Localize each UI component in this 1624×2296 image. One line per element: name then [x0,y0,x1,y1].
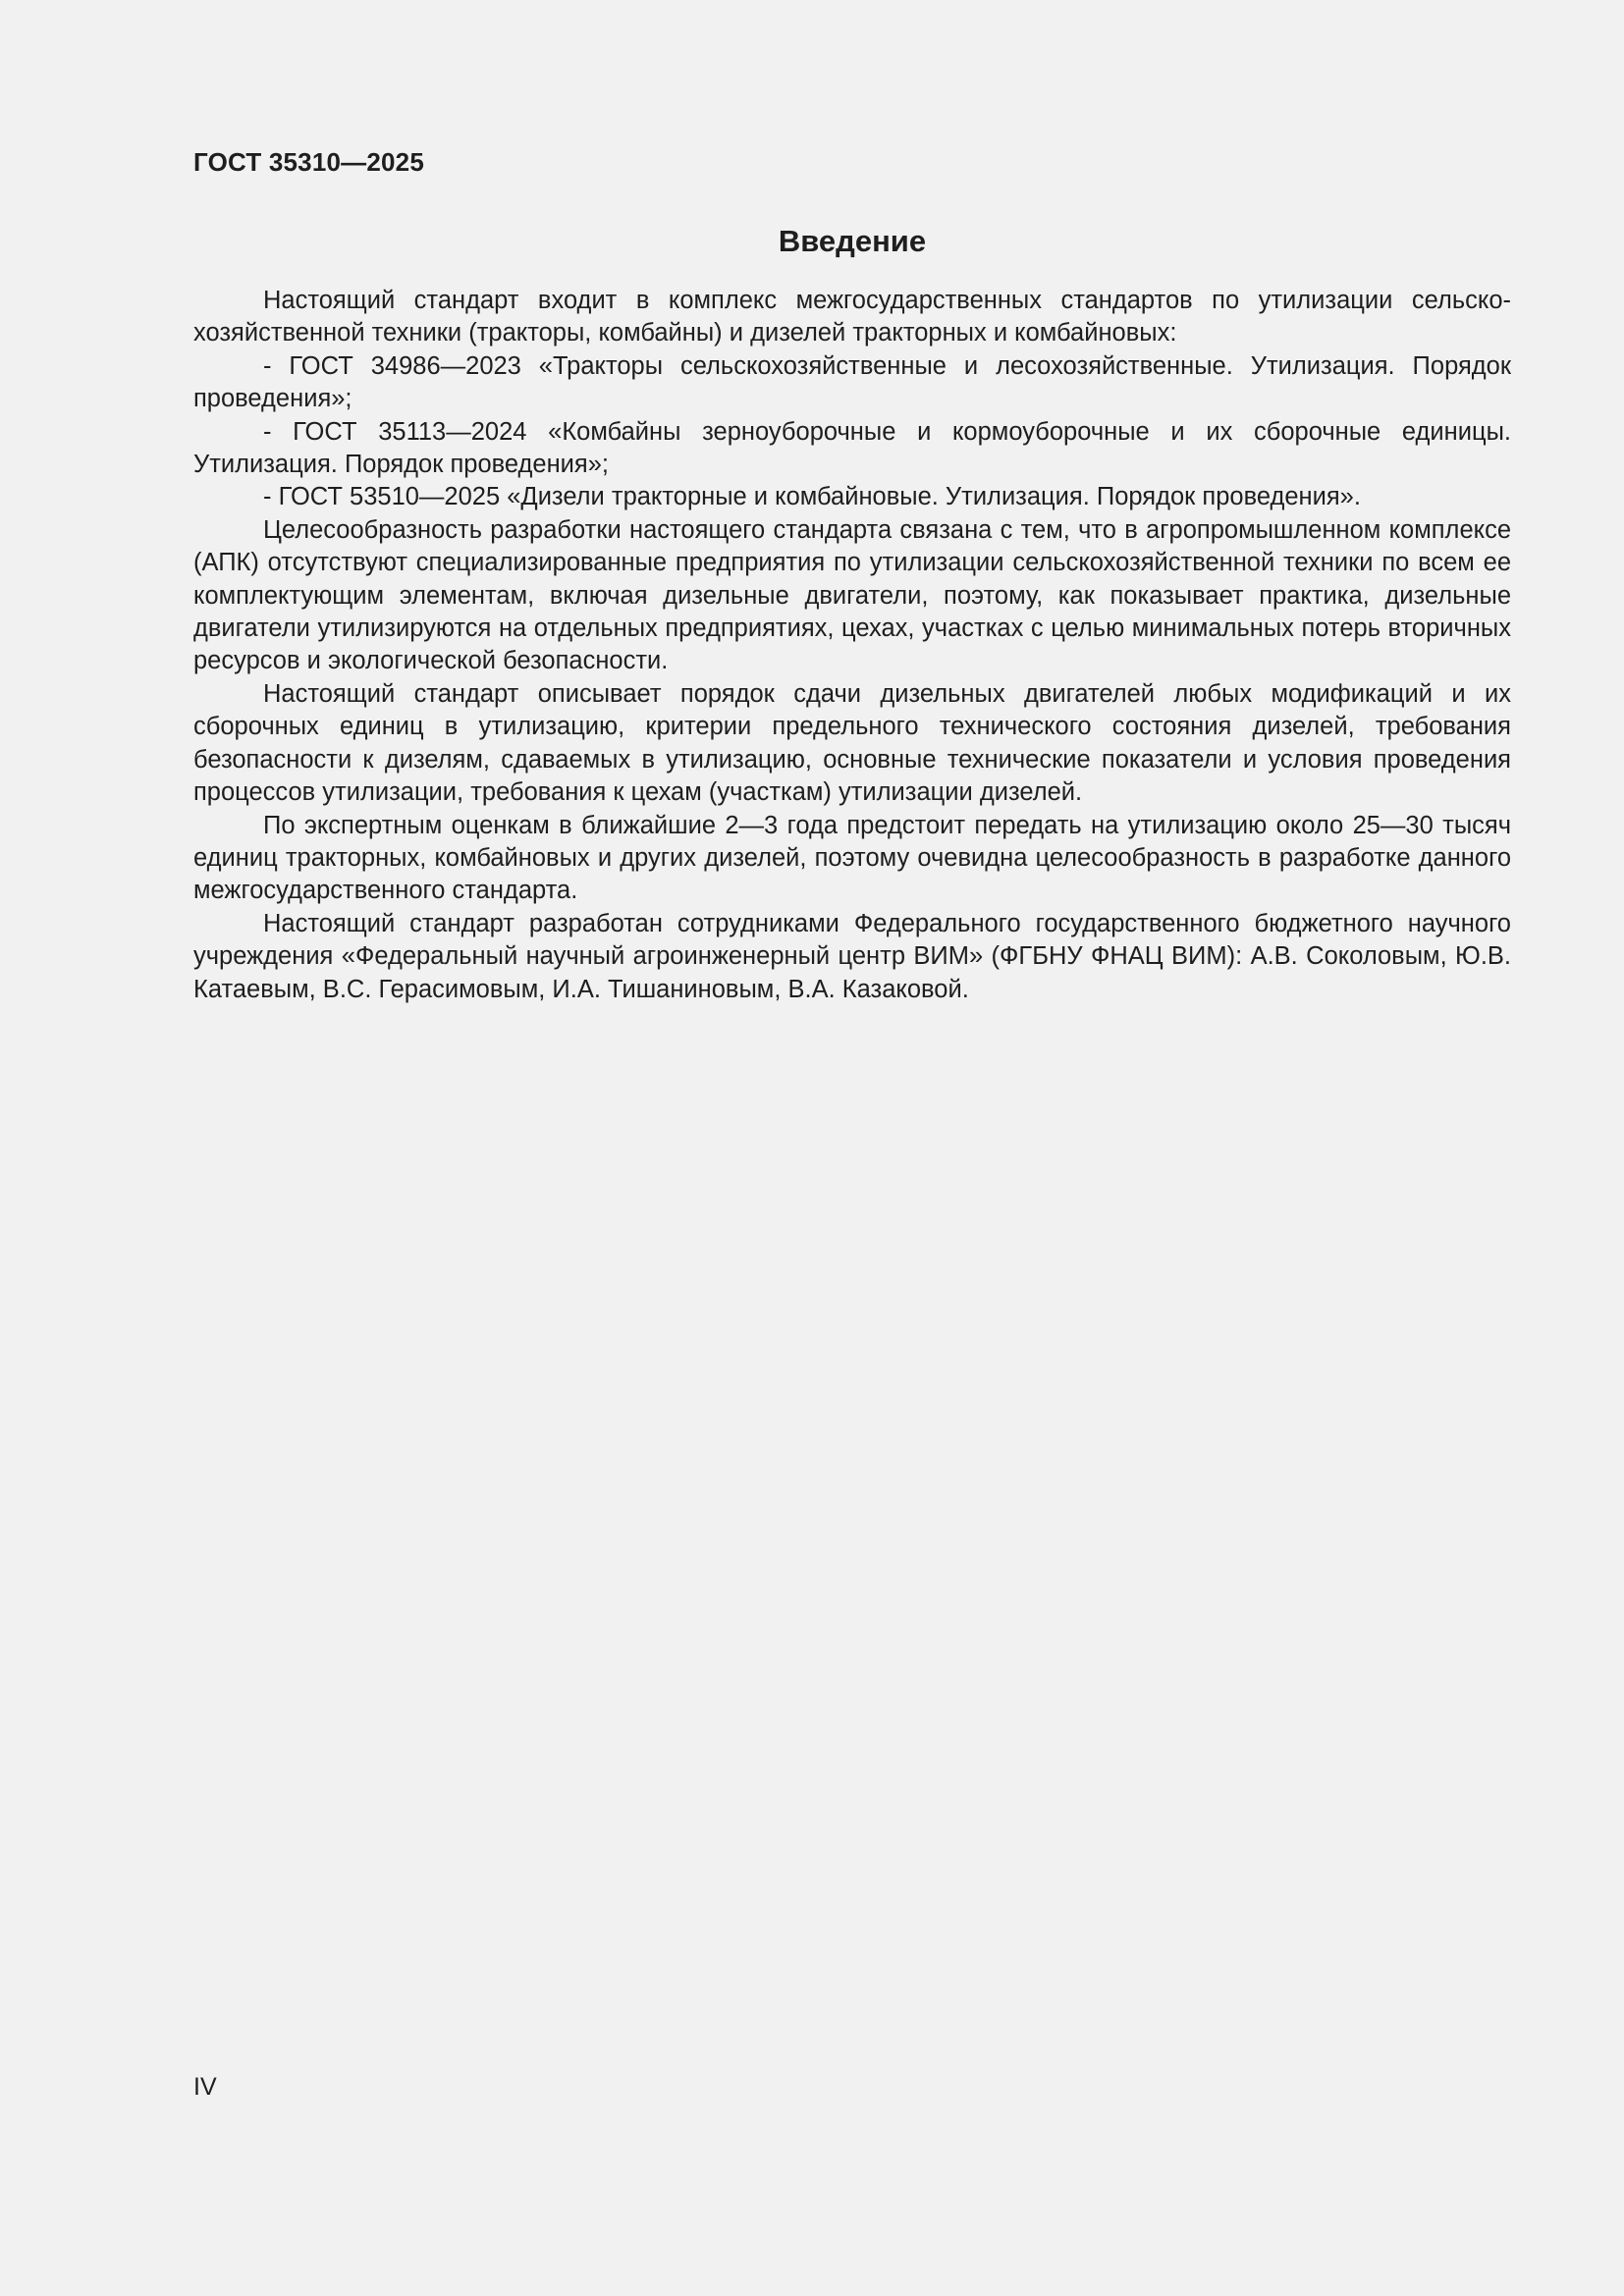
document-id-header: ГОСТ 35310—2025 [193,147,424,177]
paragraph-scope: Настоящий стандарт описывает порядок сдачи дизельных двигателей любых модификаций и их сборочных единиц в утилизацию, критерии предельного технического состояния дизелей, требования безопасности к дизелям, сдаваемых в утилизацию, основные технические показатели и условия проведения процессов утилизации, требования к цехам (участкам) утилизации дизелей. [193,679,1511,807]
list-item-gost-34986: - ГОСТ 34986—2023 «Тракторы сельскохозяйственные и лесохозяйственные. Утилизация. Порядок проведения»; [193,351,1511,413]
paragraph-rationale: Целесообразность разработки настоящего стандарта связана с тем, что в агропромышленном комплексе (АПК) отсутствуют специализированные предприятия по утилизации сельскохозяйственной техники по всем ее комплектующим элементам, включая дизельные двигатели, поэтому, как показывает практика, дизельные двигатели утилизируются на отдельных предприятиях, цехах, участках с целью минимальных потерь вторичных ресурсов и экологической безопасности. [193,515,1511,675]
body-text [193,285,1511,1006]
section-title: Введение [778,224,927,258]
page-number: IV [193,2073,217,2101]
paragraph-intro: Настоящий стандарт входит в комплекс межгосударственных стандартов по утилизации сельскохозяйственной техники (тракторы, комбайны) и дизелей тракторных и комбайновых: [193,287,1511,347]
list-item-gost-35113: - ГОСТ 35113—2024 «Комбайны зерноуборочные и кормоуборочные и их сборочные единицы. Утилизация. Порядок проведения»; [193,417,1511,479]
list-item-gost-53510: - ГОСТ 53510—2025 «Дизели тракторные и комбайновые. Утилизация. Порядок проведения». [263,483,1361,511]
paragraph-authors: Настоящий стандарт разработан сотрудниками Федерального государственного бюджетного научного учреждения «Федеральный научный агроинженерный центр ВИМ» (ФГБНУ ФНАЦ ВИМ): А.В. Соколовым, Ю.В. Катаевым, В.С. Герасимовым, И.А. Тишаниновым, В.А. Казаковой. [193,909,1511,1003]
paragraph-estimate: По экспертным оценкам в ближайшие 2—3 года предстоит передать на утилизацию около 25—30 тысяч единиц тракторных, комбайновых и других дизелей, поэтому очевидна целесообразность в разработке данного межгосударственного стандарта. [193,811,1511,905]
